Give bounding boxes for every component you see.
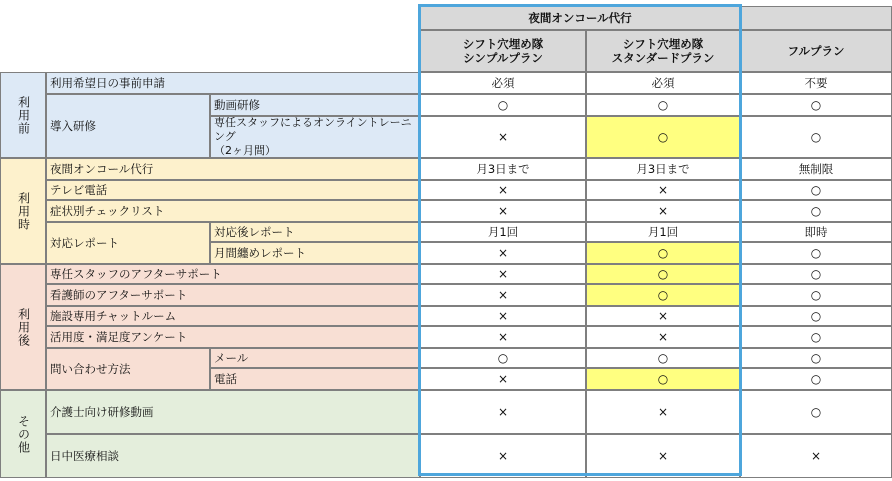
cell-simple: ○ bbox=[420, 348, 586, 368]
row-label-symptom-checklist: 症状別チェックリスト bbox=[46, 200, 420, 222]
cell-standard: ○ bbox=[586, 94, 740, 116]
row-label-video-call: テレビ電話 bbox=[46, 180, 420, 200]
cell-simple: × bbox=[420, 116, 586, 158]
row-label-survey: 活用度・満足度アンケート bbox=[46, 326, 420, 348]
section-label-during: 利用時 bbox=[0, 158, 46, 264]
cell-full: ○ bbox=[740, 264, 892, 284]
cell-simple: × bbox=[420, 434, 586, 478]
header-group-night-oncall: 夜間オンコール代行 bbox=[420, 6, 740, 30]
cell-simple: × bbox=[420, 180, 586, 200]
row-label-caregiver-video: 介護士向け研修動画 bbox=[46, 390, 420, 434]
cell-simple: × bbox=[420, 306, 586, 326]
cell-full: 無制限 bbox=[740, 158, 892, 180]
cell-standard: × bbox=[586, 200, 740, 222]
cell-simple: × bbox=[420, 326, 586, 348]
cell-full: ○ bbox=[740, 284, 892, 306]
cell-standard-highlight: ○ bbox=[586, 368, 740, 390]
section-label-other: その他 bbox=[0, 390, 46, 478]
header-plan-simple: シフト穴埋め隊 シンプルプラン bbox=[420, 30, 586, 72]
cell-standard-highlight: ○ bbox=[586, 284, 740, 306]
cell-simple: ○ bbox=[420, 94, 586, 116]
cell-full: ○ bbox=[740, 242, 892, 264]
cell-standard: × bbox=[586, 434, 740, 478]
cell-full: ○ bbox=[740, 368, 892, 390]
row-label-video-training: 動画研修 bbox=[210, 94, 420, 116]
row-label-advance-request: 利用希望日の事前申請 bbox=[46, 72, 420, 94]
row-label-report: 対応レポート bbox=[46, 222, 210, 264]
row-label-night-oncall: 夜間オンコール代行 bbox=[46, 158, 420, 180]
row-label-after-report: 対応後レポート bbox=[210, 222, 420, 242]
cell-standard: × bbox=[586, 326, 740, 348]
row-label-phone: 電話 bbox=[210, 368, 420, 390]
cell-simple: 月3日まで bbox=[420, 158, 586, 180]
cell-standard: × bbox=[586, 306, 740, 326]
cell-standard: × bbox=[586, 180, 740, 200]
cell-full: ○ bbox=[740, 348, 892, 368]
cell-simple: × bbox=[420, 242, 586, 264]
cell-full: ○ bbox=[740, 200, 892, 222]
row-label-staff-after-support: 専任スタッフのアフターサポート bbox=[46, 264, 420, 284]
row-label-daytime-consult: 日中医療相談 bbox=[46, 434, 420, 478]
header-blank-full bbox=[740, 6, 892, 30]
row-label-intro-training: 導入研修 bbox=[46, 94, 210, 158]
cell-full: 不要 bbox=[740, 72, 892, 94]
cell-standard-highlight: ○ bbox=[586, 242, 740, 264]
cell-standard: 月3日まで bbox=[586, 158, 740, 180]
cell-standard: × bbox=[586, 390, 740, 434]
cell-simple: × bbox=[420, 390, 586, 434]
row-label-online-training: 専任スタッフによるオンライントレーニング （2ヶ月間） bbox=[210, 116, 420, 158]
cell-full: × bbox=[740, 434, 892, 478]
cell-full: 即時 bbox=[740, 222, 892, 242]
cell-full: ○ bbox=[740, 94, 892, 116]
row-label-chat-room: 施設専用チャットルーム bbox=[46, 306, 420, 326]
cell-standard: ○ bbox=[586, 348, 740, 368]
row-label-contact-method: 問い合わせ方法 bbox=[46, 348, 210, 390]
cell-full: ○ bbox=[740, 180, 892, 200]
cell-full: ○ bbox=[740, 390, 892, 434]
header-plan-standard: シフト穴埋め隊 スタンダードプラン bbox=[586, 30, 740, 72]
cell-standard: 必須 bbox=[586, 72, 740, 94]
cell-full: ○ bbox=[740, 326, 892, 348]
header-plan-full: フルプラン bbox=[740, 30, 892, 72]
section-label-pre: 利用前 bbox=[0, 72, 46, 158]
cell-standard: 月1回 bbox=[586, 222, 740, 242]
cell-simple: × bbox=[420, 264, 586, 284]
row-label-monthly-report: 月間纏めレポート bbox=[210, 242, 420, 264]
cell-standard-highlight: ○ bbox=[586, 264, 740, 284]
cell-simple: × bbox=[420, 200, 586, 222]
cell-standard-highlight: ○ bbox=[586, 116, 740, 158]
cell-full: ○ bbox=[740, 116, 892, 158]
cell-full: ○ bbox=[740, 306, 892, 326]
section-label-post: 利用後 bbox=[0, 264, 46, 390]
cell-simple: 必須 bbox=[420, 72, 586, 94]
cell-simple: × bbox=[420, 284, 586, 306]
cell-simple: × bbox=[420, 368, 586, 390]
cell-simple: 月1回 bbox=[420, 222, 586, 242]
row-label-nurse-after-support: 看護師のアフターサポート bbox=[46, 284, 420, 306]
row-label-email: メール bbox=[210, 348, 420, 368]
